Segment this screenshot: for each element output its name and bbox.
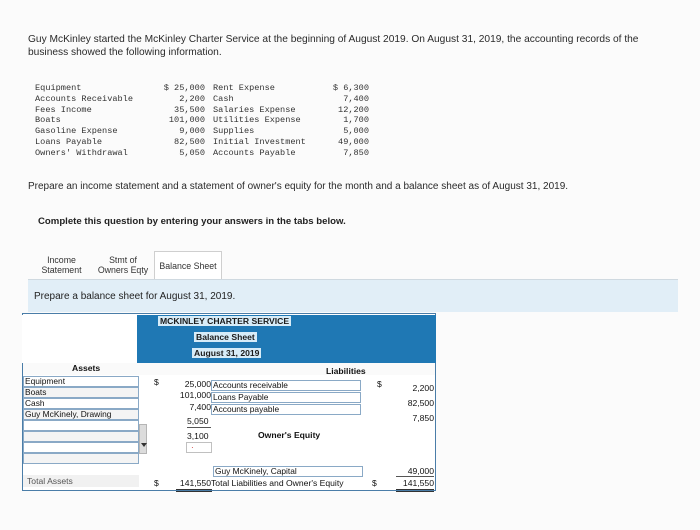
complete-instruction: Complete this question by entering your answers in the tabs below. [38,216,346,227]
account-row [35,83,369,94]
asset-amount[interactable]: 7,400 [189,402,211,412]
asset-amount[interactable]: 25,000 [184,379,211,389]
total-rule [176,489,212,492]
right-amount: $ 6,300 [332,83,369,93]
asset-name-input[interactable]: Guy McKinely, Drawing [23,409,139,420]
assets-heading: Assets [72,363,101,373]
liability-amount[interactable]: 2,200 [412,383,434,393]
right-name: Supplies [213,126,255,137]
left-name: Equipment [35,83,82,93]
tab-income-statement[interactable] [31,251,92,279]
account-row [35,148,369,159]
liability-amount[interactable]: 7,850 [412,413,434,423]
account-row [35,115,369,126]
left-amount: 5,050 [179,147,205,158]
liability-amount[interactable]: 82,500 [407,398,434,408]
asset-amount-extra[interactable]: 3,100 [187,431,209,441]
liability-name-input[interactable]: Accounts payable [211,404,361,415]
left-amount: $ 25,000 [163,83,205,93]
liability-name-input[interactable]: Loans Payable [211,392,361,403]
right-amount: 7,400 [343,93,369,104]
account-balances-table [35,83,369,159]
tab-label-line2: Owners Eqty [97,265,149,275]
account-row [35,94,369,105]
tab-label-line1: Income [47,255,76,265]
left-amount: 9,000 [179,126,205,137]
subtotal-rule [396,476,434,477]
problem-intro: Guy McKinley started the McKinley Charter Service at the beginning of August 2019. On August 31, 2019, the accounting records of the business showed the following information. [28,34,639,58]
tab-owners-equity[interactable] [92,251,154,279]
right-amount: 49,000 [338,136,369,147]
total-liabilities-label: Total Liabilities and Owner's Equity [211,478,344,488]
liabilities-heading: Liabilities [326,366,366,376]
right-amount: 5,000 [343,126,369,137]
statement-tabs [31,251,222,279]
left-name: Accounts Receivable [35,93,133,104]
tab-label-line1: Balance Sheet [159,260,217,271]
asset-name-input[interactable] [23,420,139,431]
subtotal-rule [187,427,211,428]
left-name: Boats [35,115,61,126]
owners-equity-heading: Owner's Equity [258,430,321,440]
tab-label-line2: Statement [41,265,82,275]
left-name: Loans Payable [35,136,103,147]
currency-symbol: $ [154,377,159,387]
tab-label-line1: Stmt of [109,255,137,265]
tab-balance-sheet[interactable] [154,251,222,279]
liability-name-input[interactable]: Accounts receivable [211,380,361,391]
right-name: Accounts Payable [213,147,296,158]
currency-symbol: $ [377,379,382,389]
asset-name-input[interactable] [23,453,139,464]
right-amount: 12,200 [338,104,369,115]
right-amount: 7,850 [343,147,369,158]
panel-instruction: Prepare a balance sheet for August 31, 2019. [34,291,236,302]
asset-name-input[interactable]: Equipment [23,376,139,387]
left-amount: 82,500 [174,136,205,147]
left-name: Owners' Withdrawal [35,147,128,158]
asset-name-input[interactable]: Cash [23,398,139,409]
error-marker: · [191,443,194,452]
account-row [35,137,369,148]
prepare-instructions: Prepare an income statement and a statement of owner's equity for the month and a balance sheet as of August 31, 2019. [28,181,569,192]
statement-title: Balance Sheet [196,332,255,342]
currency-symbol: $ [372,478,377,488]
total-assets-label: Total Assets [27,476,73,486]
balance-sheet-left-header [22,315,137,363]
asset-amount[interactable]: 101,000 [179,390,211,400]
right-name: Salaries Expense [213,104,296,115]
total-assets-amount[interactable]: 141,550 [179,478,211,488]
total-liabilities-amount[interactable]: 141,550 [402,478,434,488]
chevron-down-icon [141,443,147,447]
asset-amount-input[interactable] [186,442,212,453]
company-name: MCKINLEY CHARTER SERVICE [160,316,290,326]
asset-name-input[interactable] [23,442,139,453]
account-row [35,105,369,116]
right-name: Initial Investment [213,136,306,147]
left-amount: 35,500 [174,104,205,115]
right-amount: 1,700 [343,115,369,126]
asset-name-input[interactable] [23,431,139,442]
right-name: Cash [213,93,234,104]
total-rule [396,489,434,492]
right-name: Utilities Expense [213,115,301,126]
left-amount: 101,000 [168,115,205,126]
left-name: Gasoline Expense [35,126,118,137]
row-dropdown[interactable] [139,424,147,454]
asset-name-input[interactable]: Boats [23,387,139,398]
asset-amount[interactable]: 5,050 [187,416,209,426]
equity-amount[interactable]: 49,000 [407,466,434,476]
statement-date: August 31, 2019 [194,348,260,358]
account-row [35,126,369,137]
currency-symbol: $ [154,478,159,488]
left-amount: 2,200 [179,93,205,104]
right-name: Rent Expense [213,83,275,93]
equity-name-input[interactable]: Guy McKinely, Capital [213,466,363,477]
left-name: Fees Income [35,104,92,115]
